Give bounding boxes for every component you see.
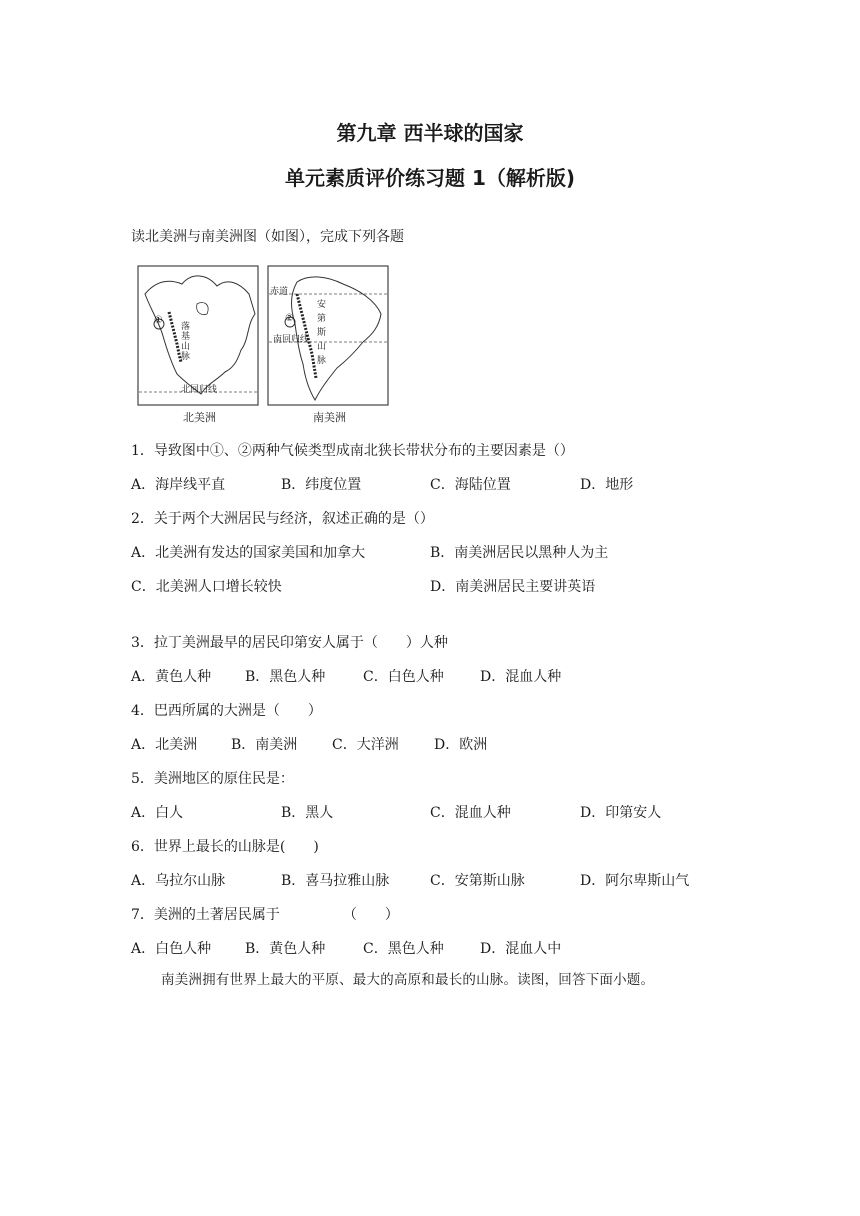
circle-2-marker: ② bbox=[285, 313, 294, 324]
question-5-option-b[interactable]: B．黑人 bbox=[281, 805, 334, 821]
question-4-option-c[interactable]: C．大洋洲 bbox=[332, 737, 399, 753]
question-5-option-c[interactable]: C．混血人种 bbox=[430, 805, 511, 821]
question-3-option-d[interactable]: D．混血人种 bbox=[480, 669, 562, 685]
question-7-option-a[interactable]: A．白色人种 bbox=[131, 941, 212, 957]
americas-map-svg bbox=[137, 264, 389, 426]
question-2-option-c[interactable]: C．北美洲人口增长较快 bbox=[131, 579, 282, 595]
south-america-label: 南美洲 bbox=[313, 411, 346, 424]
question-3-option-a[interactable]: A．黄色人种 bbox=[131, 669, 212, 685]
question-7-option-c[interactable]: C．黑色人种 bbox=[363, 941, 444, 957]
question-3-option-c[interactable]: C．白色人种 bbox=[363, 669, 444, 685]
question-5-option-d[interactable]: D．印第安人 bbox=[580, 805, 662, 821]
page-title: 第九章 西半球的国家 bbox=[336, 121, 524, 145]
question-1-option-b[interactable]: B．纬度位置 bbox=[281, 477, 362, 493]
question-7-stem: 7．美洲的土著居民属于 （ ） bbox=[131, 907, 399, 923]
page-subtitle: 单元素质评价练习题 1（解析版) bbox=[284, 166, 576, 190]
question-4-stem: 4．巴西所属的大洲是（ ） bbox=[131, 703, 322, 719]
question-6-option-d[interactable]: D．阿尔卑斯山气 bbox=[580, 873, 690, 889]
question-7-option-b[interactable]: B．黄色人种 bbox=[245, 941, 326, 957]
question-4-option-d[interactable]: D．欧洲 bbox=[434, 737, 488, 753]
question-2-stem: 2．关于两个大洲居民与经济，叙述正确的是（） bbox=[131, 511, 434, 527]
equator-label: 赤道 bbox=[270, 287, 289, 297]
question-6-option-c[interactable]: C．安第斯山脉 bbox=[430, 873, 525, 889]
north-america-label: 北美洲 bbox=[183, 411, 216, 424]
question-1-option-d[interactable]: D．地形 bbox=[580, 477, 634, 493]
question-7-option-d[interactable]: D．混血人中 bbox=[480, 941, 562, 957]
question-1-option-a[interactable]: A．海岸线平直 bbox=[131, 477, 226, 493]
question-1-stem: 1．导致图中①、②两种气候类型成南北狭长带状分布的主要因素是（） bbox=[131, 443, 574, 459]
reading-note: 南美洲拥有世界上最大的平原、最大的高原和最长的山脉。读图，回答下面小题。 bbox=[161, 972, 655, 988]
question-4-option-a[interactable]: A．北美洲 bbox=[131, 737, 198, 753]
question-6-option-a[interactable]: A．乌拉尔山脉 bbox=[131, 873, 226, 889]
question-5-stem: 5．美洲地区的原住民是： bbox=[131, 771, 294, 787]
question-5-option-a[interactable]: A．白人 bbox=[131, 805, 184, 821]
question-2-option-d[interactable]: D．南美洲居民主要讲英语 bbox=[430, 579, 596, 595]
question-6-option-b[interactable]: B．喜马拉雅山脉 bbox=[281, 873, 390, 889]
rocky-mountains-label: 落基山脉 bbox=[181, 322, 191, 362]
question-2-option-b[interactable]: B．南美洲居民以黑种人为主 bbox=[430, 545, 609, 561]
circle-1-marker: ① bbox=[154, 315, 163, 326]
question-6-stem: 6．世界上最长的山脉是( ) bbox=[131, 839, 319, 855]
question-1-option-c[interactable]: C．海陆位置 bbox=[430, 477, 511, 493]
question-4-option-b[interactable]: B．南美洲 bbox=[231, 737, 298, 753]
question-3-stem: 3．拉丁美洲最早的居民印第安人属于（ ）人种 bbox=[131, 635, 448, 651]
intro-text: 读北美洲与南美洲图（如图），完成下列各题 bbox=[131, 229, 404, 245]
north-tropic-label: 北回归线 bbox=[181, 385, 218, 395]
americas-map-figure bbox=[137, 264, 389, 426]
question-3-option-b[interactable]: B．黑色人种 bbox=[245, 669, 326, 685]
question-2-option-a[interactable]: A．北美洲有发达的国家美国和加拿大 bbox=[131, 545, 366, 561]
south-tropic-label: 南回归线 bbox=[273, 335, 310, 345]
andes-mountains-label: 安第斯山脉 bbox=[317, 300, 327, 366]
